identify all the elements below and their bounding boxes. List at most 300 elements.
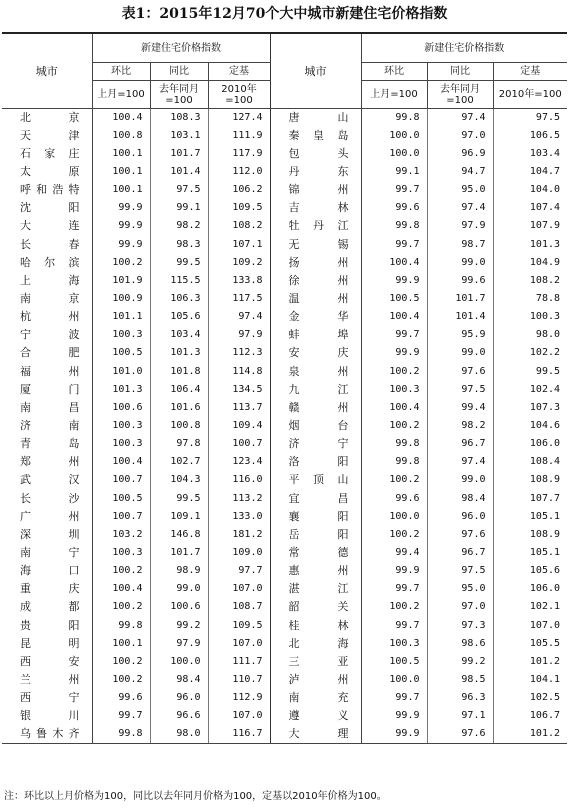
base-value-right: 105.1 xyxy=(493,544,567,562)
city-name-left: 南 宁 xyxy=(20,545,80,559)
base-value-right: 107.4 xyxy=(493,199,567,217)
table-row xyxy=(2,508,567,526)
city-name-left: 福 州 xyxy=(20,364,80,378)
base-value-right: 104.7 xyxy=(493,163,567,181)
base-value-left: 97.9 xyxy=(208,326,270,344)
mom-header-left: 环比 xyxy=(92,63,150,81)
city-name-right: 九 江 xyxy=(288,382,349,396)
yoy-value-right: 97.6 xyxy=(427,526,493,544)
yoy-value-right: 99.0 xyxy=(427,254,493,272)
base-value-right: 105.5 xyxy=(493,635,567,653)
yoy-value-left: 100.0 xyxy=(150,653,208,671)
base-value-left: 112.9 xyxy=(208,689,270,707)
base-value-left: 117.5 xyxy=(208,290,270,308)
mom-sub-right: 上月=100 xyxy=(361,81,427,109)
mom-value-left: 101.9 xyxy=(92,272,150,290)
city-name-right: 唐 山 xyxy=(288,110,349,124)
yoy-value-right: 97.0 xyxy=(427,127,493,145)
yoy-value-left: 146.8 xyxy=(150,526,208,544)
yoy-value-right: 99.0 xyxy=(427,344,493,362)
table-row xyxy=(2,163,567,181)
table-row xyxy=(2,254,567,272)
mom-value-right: 99.7 xyxy=(361,181,427,199)
yoy-value-right: 97.4 xyxy=(427,199,493,217)
city-name-left: 兰 州 xyxy=(20,672,80,686)
city-name-right: 岳 阳 xyxy=(288,527,349,541)
mom-value-left: 100.9 xyxy=(92,290,150,308)
base-value-left: 110.7 xyxy=(208,671,270,689)
base-value-left: 181.2 xyxy=(208,526,270,544)
city-name-right: 襄 阳 xyxy=(288,509,349,523)
yoy-value-left: 106.3 xyxy=(150,290,208,308)
mom-value-left: 99.6 xyxy=(92,689,150,707)
table-row xyxy=(2,290,567,308)
yoy-value-right: 97.3 xyxy=(427,616,493,634)
base-value-right: 105.1 xyxy=(493,508,567,526)
city-name-right: 包 头 xyxy=(288,146,349,160)
table-row xyxy=(2,653,567,671)
base-value-left: 100.7 xyxy=(208,435,270,453)
city-name-right: 南 充 xyxy=(288,691,349,705)
mom-value-left: 100.1 xyxy=(92,181,150,199)
base-value-left: 112.3 xyxy=(208,344,270,362)
city-name-right: 洛 阳 xyxy=(288,455,349,469)
yoy-value-left: 96.0 xyxy=(150,689,208,707)
base-value-left: 116.7 xyxy=(208,725,270,743)
city-name-left: 杭 州 xyxy=(20,310,80,324)
yoy-value-left: 102.7 xyxy=(150,453,208,471)
mom-value-right: 99.9 xyxy=(361,344,427,362)
mom-value-left: 100.4 xyxy=(92,580,150,598)
table-row xyxy=(2,471,567,489)
mom-value-left: 99.9 xyxy=(92,217,150,235)
base-value-left: 106.2 xyxy=(208,181,270,199)
group-header-left: 新建住宅价格指数 xyxy=(92,34,270,63)
city-name-left: 厦 门 xyxy=(20,382,80,396)
yoy-value-left: 96.6 xyxy=(150,707,208,725)
mom-value-left: 100.7 xyxy=(92,471,150,489)
mom-value-right: 100.0 xyxy=(361,508,427,526)
base-value-left: 109.5 xyxy=(208,199,270,217)
base-value-right: 101.2 xyxy=(493,653,567,671)
base-value-right: 107.7 xyxy=(493,489,567,507)
city-name-right: 济 宁 xyxy=(288,437,349,451)
mom-value-left: 100.6 xyxy=(92,399,150,417)
mom-value-right: 99.7 xyxy=(361,580,427,598)
city-name-right: 桂 林 xyxy=(288,618,349,632)
city-name-left: 深 圳 xyxy=(20,527,80,541)
yoy-value-right: 94.7 xyxy=(427,163,493,181)
city-name-right: 金 华 xyxy=(288,310,349,324)
mom-value-left: 100.3 xyxy=(92,326,150,344)
base-value-left: 123.4 xyxy=(208,453,270,471)
table-row xyxy=(2,344,567,362)
mom-value-left: 100.3 xyxy=(92,544,150,562)
yoy-value-left: 99.2 xyxy=(150,616,208,634)
base-value-left: 127.4 xyxy=(208,109,270,127)
yoy-value-right: 96.0 xyxy=(427,508,493,526)
mom-value-left: 100.1 xyxy=(92,163,150,181)
city-name-left: 长 沙 xyxy=(20,491,80,505)
yoy-value-left: 98.3 xyxy=(150,235,208,253)
base-value-right: 106.5 xyxy=(493,127,567,145)
city-name-right: 赣 州 xyxy=(288,400,349,414)
city-name-left: 长 春 xyxy=(20,237,80,251)
base-value-left: 97.4 xyxy=(208,308,270,326)
base-value-right: 106.0 xyxy=(493,435,567,453)
yoy-value-left: 108.3 xyxy=(150,109,208,127)
base-value-left: 111.9 xyxy=(208,127,270,145)
city-name-right: 北 海 xyxy=(288,636,349,650)
yoy-value-right: 97.4 xyxy=(427,109,493,127)
base-value-left: 108.2 xyxy=(208,217,270,235)
city-name-left: 南 昌 xyxy=(20,400,80,414)
mom-value-right: 99.7 xyxy=(361,326,427,344)
yoy-value-right: 98.6 xyxy=(427,635,493,653)
mom-value-left: 101.0 xyxy=(92,362,150,380)
yoy-value-right: 97.5 xyxy=(427,562,493,580)
city-name-right: 常 德 xyxy=(288,545,349,559)
city-header-left: 城市 xyxy=(2,34,92,109)
yoy-value-right: 98.4 xyxy=(427,489,493,507)
mom-value-left: 100.2 xyxy=(92,671,150,689)
table-row xyxy=(2,308,567,326)
mom-value-right: 100.5 xyxy=(361,290,427,308)
footnote: 注：环比以上月价格为100，同比以去年同月价格为100，定基以2010年价格为100。 xyxy=(4,791,387,802)
mom-value-left: 100.5 xyxy=(92,344,150,362)
table-row xyxy=(2,544,567,562)
base-value-left: 111.7 xyxy=(208,653,270,671)
yoy-value-left: 99.0 xyxy=(150,580,208,598)
table-row xyxy=(2,580,567,598)
yoy-value-right: 101.7 xyxy=(427,290,493,308)
yoy-value-left: 101.6 xyxy=(150,399,208,417)
city-name-left: 贵 阳 xyxy=(20,618,80,632)
table-row xyxy=(2,109,567,127)
yoy-value-left: 100.8 xyxy=(150,417,208,435)
base-sub-right: 2010年=100 xyxy=(493,81,567,109)
yoy-value-right: 95.0 xyxy=(427,580,493,598)
table-row xyxy=(2,598,567,616)
yoy-value-left: 98.0 xyxy=(150,725,208,743)
base-value-left: 107.0 xyxy=(208,635,270,653)
yoy-value-right: 101.4 xyxy=(427,308,493,326)
mom-value-left: 99.9 xyxy=(92,235,150,253)
mom-value-right: 99.6 xyxy=(361,489,427,507)
mom-value-left: 100.3 xyxy=(92,435,150,453)
base-value-right: 108.9 xyxy=(493,471,567,489)
table-row xyxy=(2,707,567,725)
city-name-left: 宁 波 xyxy=(20,328,80,342)
city-name-left: 石家庄 xyxy=(20,146,80,160)
yoy-value-right: 97.6 xyxy=(427,725,493,743)
city-name-right: 三 亚 xyxy=(288,654,349,668)
city-name-left: 乌鲁木齐 xyxy=(2,725,92,743)
base-value-right: 108.9 xyxy=(493,526,567,544)
yoy-value-left: 101.4 xyxy=(150,163,208,181)
mom-value-right: 99.9 xyxy=(361,562,427,580)
city-name-left: 上 海 xyxy=(20,273,80,287)
base-value-right: 104.6 xyxy=(493,417,567,435)
base-value-right: 104.0 xyxy=(493,181,567,199)
city-name-left: 济 南 xyxy=(20,418,80,432)
mom-value-right: 100.0 xyxy=(361,145,427,163)
table-row xyxy=(2,217,567,235)
base-value-left: 113.2 xyxy=(208,489,270,507)
table-row xyxy=(2,127,567,145)
city-name-left: 呼和浩特 xyxy=(20,183,80,197)
base-value-left: 109.4 xyxy=(208,417,270,435)
table-row xyxy=(2,199,567,217)
city-name-right: 泸 州 xyxy=(288,672,349,686)
base-value-right: 101.3 xyxy=(493,235,567,253)
yoy-value-left: 104.3 xyxy=(150,471,208,489)
yoy-value-right: 99.4 xyxy=(427,399,493,417)
yoy-value-left: 97.5 xyxy=(150,181,208,199)
base-value-right: 97.5 xyxy=(493,109,567,127)
yoy-value-right: 97.0 xyxy=(427,598,493,616)
city-name-right: 徐 州 xyxy=(288,273,349,287)
table-row xyxy=(2,399,567,417)
table-row xyxy=(2,381,567,399)
city-name-left: 西 宁 xyxy=(20,691,80,705)
mom-value-right: 100.5 xyxy=(361,653,427,671)
mom-value-right: 99.8 xyxy=(361,435,427,453)
table-row xyxy=(2,435,567,453)
city-name-left: 武 汉 xyxy=(20,473,80,487)
mom-value-right: 100.2 xyxy=(361,471,427,489)
mom-value-right: 100.2 xyxy=(361,598,427,616)
mom-value-right: 100.4 xyxy=(361,254,427,272)
city-name-right: 蚌 埠 xyxy=(288,328,349,342)
city-name-right: 锦 州 xyxy=(288,183,349,197)
mom-value-left: 100.3 xyxy=(92,417,150,435)
table-row xyxy=(2,362,567,380)
city-name-right: 烟 台 xyxy=(288,418,349,432)
base-value-right: 102.4 xyxy=(493,381,567,399)
yoy-sub-left: 去年同月=100 xyxy=(150,81,208,109)
mom-value-right: 99.4 xyxy=(361,544,427,562)
yoy-value-right: 95.0 xyxy=(427,181,493,199)
base-value-right: 101.2 xyxy=(493,725,567,743)
mom-value-left: 101.3 xyxy=(92,381,150,399)
base-value-right: 104.1 xyxy=(493,671,567,689)
city-name-left: 银 川 xyxy=(20,709,80,723)
city-name-left: 太 原 xyxy=(20,164,80,178)
yoy-value-left: 106.4 xyxy=(150,381,208,399)
base-value-left: 109.5 xyxy=(208,616,270,634)
mom-value-left: 99.7 xyxy=(92,707,150,725)
mom-value-left: 103.2 xyxy=(92,526,150,544)
base-value-left: 107.0 xyxy=(208,580,270,598)
base-sub-left: 2010年=100 xyxy=(208,81,270,109)
city-name-right: 大 理 xyxy=(270,725,361,743)
city-name-right: 泉 州 xyxy=(288,364,349,378)
table-row xyxy=(2,725,567,743)
city-name-right: 惠 州 xyxy=(288,564,349,578)
mom-value-right: 99.7 xyxy=(361,235,427,253)
mom-header-right: 环比 xyxy=(361,63,427,81)
yoy-value-left: 100.6 xyxy=(150,598,208,616)
mom-value-right: 100.2 xyxy=(361,362,427,380)
mom-value-left: 100.2 xyxy=(92,653,150,671)
base-value-left: 107.0 xyxy=(208,707,270,725)
mom-value-right: 100.3 xyxy=(361,381,427,399)
city-name-right: 丹 东 xyxy=(288,164,349,178)
yoy-value-right: 96.7 xyxy=(427,544,493,562)
city-name-left: 青 岛 xyxy=(20,437,80,451)
yoy-value-right: 98.7 xyxy=(427,235,493,253)
base-value-left: 134.5 xyxy=(208,381,270,399)
yoy-value-right: 97.4 xyxy=(427,453,493,471)
table-row xyxy=(2,562,567,580)
table-row xyxy=(2,272,567,290)
base-value-right: 107.0 xyxy=(493,616,567,634)
city-name-right: 遵 义 xyxy=(288,709,349,723)
table-row xyxy=(2,616,567,634)
yoy-value-right: 95.9 xyxy=(427,326,493,344)
table-row xyxy=(2,489,567,507)
yoy-value-left: 103.4 xyxy=(150,326,208,344)
base-value-left: 116.0 xyxy=(208,471,270,489)
base-value-right: 107.9 xyxy=(493,217,567,235)
base-value-left: 107.1 xyxy=(208,235,270,253)
base-value-left: 133.0 xyxy=(208,508,270,526)
base-value-left: 114.8 xyxy=(208,362,270,380)
table-row xyxy=(2,635,567,653)
yoy-value-left: 101.8 xyxy=(150,362,208,380)
city-name-right: 韶 关 xyxy=(288,600,349,614)
mom-value-left: 99.8 xyxy=(92,616,150,634)
city-name-right: 牡丹江 xyxy=(288,219,349,233)
city-name-left: 大 连 xyxy=(20,219,80,233)
city-name-right: 吉 林 xyxy=(288,201,349,215)
base-value-left: 117.9 xyxy=(208,145,270,163)
mom-value-left: 99.8 xyxy=(92,725,150,743)
base-value-right: 102.1 xyxy=(493,598,567,616)
yoy-header-left: 同比 xyxy=(150,63,208,81)
base-value-left: 112.0 xyxy=(208,163,270,181)
table-body xyxy=(2,109,567,744)
yoy-value-left: 115.5 xyxy=(150,272,208,290)
table-row xyxy=(2,235,567,253)
yoy-value-left: 101.7 xyxy=(150,544,208,562)
mom-value-right: 99.6 xyxy=(361,199,427,217)
price-index-table xyxy=(2,34,567,744)
mom-value-right: 99.8 xyxy=(361,109,427,127)
base-header-left: 定基 xyxy=(208,63,270,81)
city-name-right: 宜 昌 xyxy=(288,491,349,505)
base-value-right: 106.7 xyxy=(493,707,567,725)
table-row xyxy=(2,671,567,689)
city-name-right: 平顶山 xyxy=(288,473,349,487)
mom-value-right: 99.7 xyxy=(361,689,427,707)
base-value-left: 113.7 xyxy=(208,399,270,417)
mom-value-right: 99.7 xyxy=(361,616,427,634)
mom-sub-left: 上月=100 xyxy=(92,81,150,109)
base-value-right: 102.5 xyxy=(493,689,567,707)
base-value-left: 133.8 xyxy=(208,272,270,290)
city-name-left: 西 安 xyxy=(20,654,80,668)
mom-value-left: 100.2 xyxy=(92,254,150,272)
city-name-right: 温 州 xyxy=(288,291,349,305)
yoy-value-left: 101.3 xyxy=(150,344,208,362)
mom-value-right: 99.9 xyxy=(361,725,427,743)
yoy-value-right: 96.7 xyxy=(427,435,493,453)
base-value-right: 108.4 xyxy=(493,453,567,471)
city-name-right: 安 庆 xyxy=(288,346,349,360)
base-value-right: 78.8 xyxy=(493,290,567,308)
table-title: 表1：2015年12月70个大中城市新建住宅价格指数 xyxy=(121,6,448,22)
table-row xyxy=(2,689,567,707)
yoy-value-left: 98.4 xyxy=(150,671,208,689)
base-value-left: 109.0 xyxy=(208,544,270,562)
mom-value-right: 100.0 xyxy=(361,671,427,689)
yoy-value-right: 97.6 xyxy=(427,362,493,380)
yoy-value-left: 109.1 xyxy=(150,508,208,526)
base-value-left: 97.7 xyxy=(208,562,270,580)
base-value-right: 104.9 xyxy=(493,254,567,272)
city-name-right: 无 锡 xyxy=(288,237,349,251)
yoy-value-left: 98.9 xyxy=(150,562,208,580)
yoy-value-right: 98.5 xyxy=(427,671,493,689)
city-name-left: 南 京 xyxy=(20,291,80,305)
mom-value-right: 100.4 xyxy=(361,308,427,326)
mom-value-left: 100.4 xyxy=(92,109,150,127)
city-name-right: 秦皇岛 xyxy=(288,128,349,142)
base-value-right: 106.0 xyxy=(493,580,567,598)
table-row xyxy=(2,326,567,344)
mom-value-right: 99.9 xyxy=(361,272,427,290)
mom-value-right: 99.8 xyxy=(361,453,427,471)
mom-value-left: 100.1 xyxy=(92,145,150,163)
city-name-right: 湛 江 xyxy=(288,582,349,596)
base-value-right: 102.2 xyxy=(493,344,567,362)
mom-value-left: 99.9 xyxy=(92,199,150,217)
yoy-value-left: 97.9 xyxy=(150,635,208,653)
table-row xyxy=(2,453,567,471)
group-header-right: 新建住宅价格指数 xyxy=(361,34,567,63)
yoy-value-left: 97.8 xyxy=(150,435,208,453)
yoy-value-right: 96.3 xyxy=(427,689,493,707)
city-name-left: 海 口 xyxy=(20,564,80,578)
city-name-left: 北 京 xyxy=(20,110,80,124)
city-name-left: 成 都 xyxy=(20,600,80,614)
yoy-value-right: 99.0 xyxy=(427,471,493,489)
yoy-value-left: 99.5 xyxy=(150,254,208,272)
yoy-value-right: 96.9 xyxy=(427,145,493,163)
base-value-left: 109.2 xyxy=(208,254,270,272)
yoy-header-right: 同比 xyxy=(427,63,493,81)
yoy-value-right: 97.9 xyxy=(427,217,493,235)
table-row xyxy=(2,181,567,199)
table-row xyxy=(2,417,567,435)
yoy-value-right: 98.2 xyxy=(427,417,493,435)
mom-value-left: 100.4 xyxy=(92,453,150,471)
city-name-left: 合 肥 xyxy=(20,346,80,360)
yoy-value-right: 97.1 xyxy=(427,707,493,725)
mom-value-left: 100.5 xyxy=(92,489,150,507)
mom-value-right: 100.2 xyxy=(361,417,427,435)
mom-value-left: 100.2 xyxy=(92,562,150,580)
mom-value-right: 99.1 xyxy=(361,163,427,181)
city-name-left: 郑 州 xyxy=(20,455,80,469)
yoy-value-right: 99.6 xyxy=(427,272,493,290)
city-name-left: 重 庆 xyxy=(20,582,80,596)
base-header-right: 定基 xyxy=(493,63,567,81)
city-name-left: 广 州 xyxy=(20,509,80,523)
yoy-value-left: 99.5 xyxy=(150,489,208,507)
